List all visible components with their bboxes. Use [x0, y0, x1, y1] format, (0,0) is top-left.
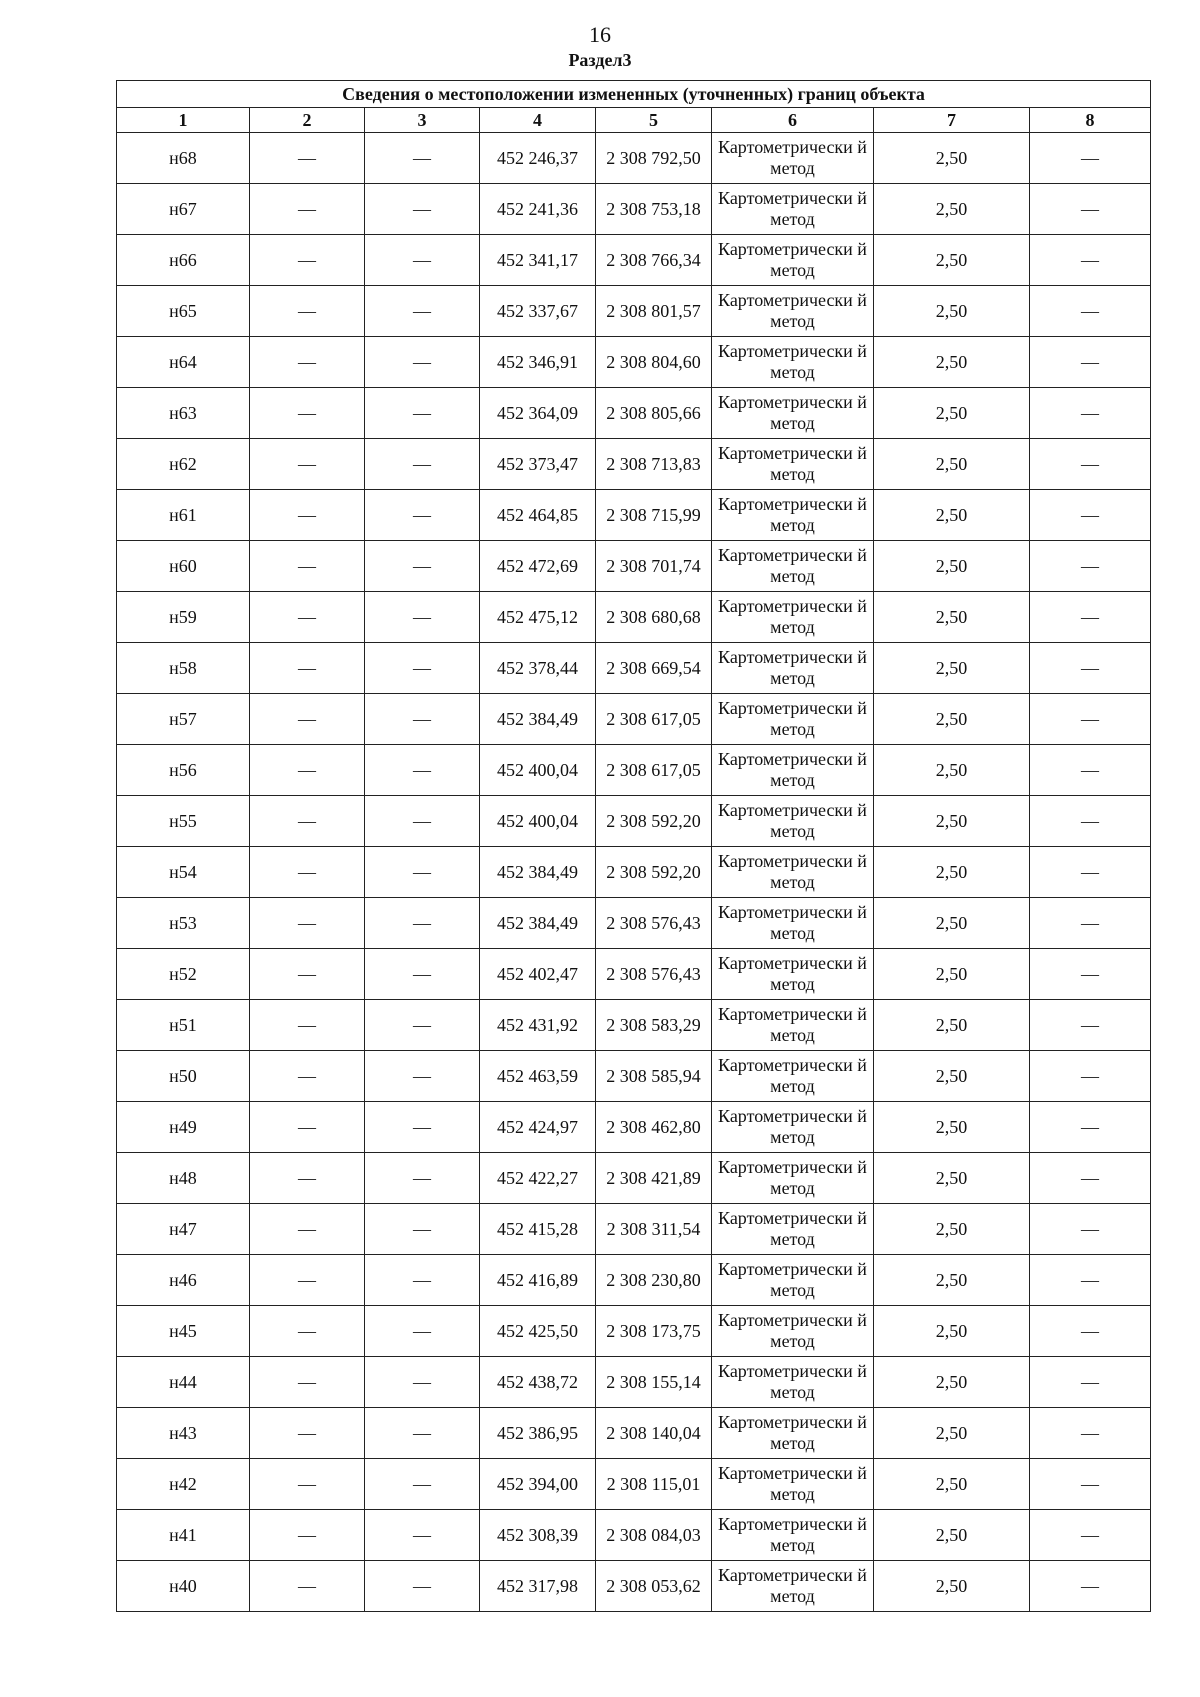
accuracy-cell: 2,50: [874, 541, 1030, 592]
accuracy-cell: 2,50: [874, 592, 1030, 643]
column-number-3: 3: [365, 108, 480, 133]
column-8-cell: —: [1030, 337, 1151, 388]
column-8-cell: —: [1030, 1153, 1151, 1204]
point-number-cell: н65: [117, 286, 250, 337]
column-8-cell: —: [1030, 439, 1151, 490]
column-8-cell: —: [1030, 1204, 1151, 1255]
y-coordinate-cell: 2 308 805,66: [596, 388, 712, 439]
y-coordinate-cell: 2 308 311,54: [596, 1204, 712, 1255]
column-number-2: 2: [250, 108, 365, 133]
x-coordinate-cell: 452 400,04: [480, 745, 596, 796]
column-8-cell: —: [1030, 898, 1151, 949]
y-coordinate-cell: 2 308 792,50: [596, 133, 712, 184]
column-2-cell: —: [250, 1000, 365, 1051]
column-3-cell: —: [365, 439, 480, 490]
y-coordinate-cell: 2 308 617,05: [596, 745, 712, 796]
x-coordinate-cell: 452 373,47: [480, 439, 596, 490]
method-cell: Картометрически й метод: [712, 1306, 874, 1357]
y-coordinate-cell: 2 308 592,20: [596, 847, 712, 898]
column-3-cell: —: [365, 1051, 480, 1102]
column-2-cell: —: [250, 541, 365, 592]
table-body: [117, 133, 1151, 1612]
accuracy-cell: 2,50: [874, 949, 1030, 1000]
method-cell: Картометрически й метод: [712, 643, 874, 694]
point-number-cell: н49: [117, 1102, 250, 1153]
point-number-cell: н51: [117, 1000, 250, 1051]
point-number-cell: н42: [117, 1459, 250, 1510]
column-number-1: 1: [117, 108, 250, 133]
point-number-cell: н63: [117, 388, 250, 439]
y-coordinate-cell: 2 308 801,57: [596, 286, 712, 337]
accuracy-cell: 2,50: [874, 1000, 1030, 1051]
column-3-cell: —: [365, 1510, 480, 1561]
column-3-cell: —: [365, 1408, 480, 1459]
table-row: [117, 745, 1151, 796]
column-8-cell: —: [1030, 847, 1151, 898]
section-title: Раздел3: [568, 50, 632, 70]
column-number-8: 8: [1030, 108, 1151, 133]
column-2-cell: —: [250, 490, 365, 541]
x-coordinate-cell: 452 415,28: [480, 1204, 596, 1255]
method-cell: Картометрически й метод: [712, 592, 874, 643]
accuracy-cell: 2,50: [874, 694, 1030, 745]
y-coordinate-cell: 2 308 155,14: [596, 1357, 712, 1408]
method-cell: Картометрически й метод: [712, 337, 874, 388]
column-number-row: [117, 108, 1151, 133]
y-coordinate-cell: 2 308 713,83: [596, 439, 712, 490]
x-coordinate-cell: 452 422,27: [480, 1153, 596, 1204]
column-2-cell: —: [250, 1051, 365, 1102]
point-number-cell: н68: [117, 133, 250, 184]
accuracy-cell: 2,50: [874, 286, 1030, 337]
column-2-cell: —: [250, 235, 365, 286]
x-coordinate-cell: 452 400,04: [480, 796, 596, 847]
table-row: [117, 337, 1151, 388]
y-coordinate-cell: 2 308 701,74: [596, 541, 712, 592]
x-coordinate-cell: 452 425,50: [480, 1306, 596, 1357]
y-coordinate-cell: 2 308 804,60: [596, 337, 712, 388]
table-row: [117, 1561, 1151, 1612]
y-coordinate-cell: 2 308 766,34: [596, 235, 712, 286]
column-2-cell: —: [250, 898, 365, 949]
column-2-cell: —: [250, 1204, 365, 1255]
column-2-cell: —: [250, 388, 365, 439]
y-coordinate-cell: 2 308 576,43: [596, 898, 712, 949]
column-8-cell: —: [1030, 1510, 1151, 1561]
column-3-cell: —: [365, 1561, 480, 1612]
column-3-cell: —: [365, 184, 480, 235]
method-cell: Картометрически й метод: [712, 745, 874, 796]
accuracy-cell: 2,50: [874, 1357, 1030, 1408]
column-number-7: 7: [874, 108, 1030, 133]
table-row: [117, 643, 1151, 694]
column-8-cell: —: [1030, 796, 1151, 847]
column-3-cell: —: [365, 541, 480, 592]
accuracy-cell: 2,50: [874, 1510, 1030, 1561]
column-8-cell: —: [1030, 235, 1151, 286]
method-cell: Картометрически й метод: [712, 1255, 874, 1306]
table-row: [117, 541, 1151, 592]
point-number-cell: н44: [117, 1357, 250, 1408]
table-row: [117, 1306, 1151, 1357]
column-3-cell: —: [365, 1000, 480, 1051]
accuracy-cell: 2,50: [874, 1408, 1030, 1459]
column-8-cell: —: [1030, 1255, 1151, 1306]
column-3-cell: —: [365, 1153, 480, 1204]
method-cell: Картометрически й метод: [712, 541, 874, 592]
column-2-cell: —: [250, 133, 365, 184]
x-coordinate-cell: 452 464,85: [480, 490, 596, 541]
y-coordinate-cell: 2 308 173,75: [596, 1306, 712, 1357]
method-cell: Картометрически й метод: [712, 388, 874, 439]
point-number-cell: н60: [117, 541, 250, 592]
table-row: [117, 235, 1151, 286]
y-coordinate-cell: 2 308 084,03: [596, 1510, 712, 1561]
x-coordinate-cell: 452 386,95: [480, 1408, 596, 1459]
boundary-coordinates-table: [116, 80, 1151, 1612]
column-3-cell: —: [365, 337, 480, 388]
x-coordinate-cell: 452 463,59: [480, 1051, 596, 1102]
point-number-cell: н62: [117, 439, 250, 490]
method-cell: Картометрически й метод: [712, 1408, 874, 1459]
point-number-cell: н47: [117, 1204, 250, 1255]
column-number-5: 5: [596, 108, 712, 133]
column-3-cell: —: [365, 490, 480, 541]
table-row: [117, 184, 1151, 235]
accuracy-cell: 2,50: [874, 337, 1030, 388]
y-coordinate-cell: 2 308 576,43: [596, 949, 712, 1000]
x-coordinate-cell: 452 246,37: [480, 133, 596, 184]
y-coordinate-cell: 2 308 140,04: [596, 1408, 712, 1459]
accuracy-cell: 2,50: [874, 796, 1030, 847]
column-2-cell: —: [250, 1102, 365, 1153]
method-cell: Картометрически й метод: [712, 235, 874, 286]
column-3-cell: —: [365, 235, 480, 286]
method-cell: Картометрически й метод: [712, 1459, 874, 1510]
column-2-cell: —: [250, 949, 365, 1000]
x-coordinate-cell: 452 384,49: [480, 898, 596, 949]
column-8-cell: —: [1030, 745, 1151, 796]
y-coordinate-cell: 2 308 617,05: [596, 694, 712, 745]
point-number-cell: н66: [117, 235, 250, 286]
column-3-cell: —: [365, 949, 480, 1000]
x-coordinate-cell: 452 378,44: [480, 643, 596, 694]
column-2-cell: —: [250, 1153, 365, 1204]
y-coordinate-cell: 2 308 053,62: [596, 1561, 712, 1612]
table-row: [117, 1357, 1151, 1408]
column-8-cell: —: [1030, 184, 1151, 235]
table-row: [117, 1408, 1151, 1459]
table-row: [117, 1153, 1151, 1204]
method-cell: Картометрически й метод: [712, 133, 874, 184]
x-coordinate-cell: 452 384,49: [480, 847, 596, 898]
accuracy-cell: 2,50: [874, 1102, 1030, 1153]
column-8-cell: —: [1030, 1357, 1151, 1408]
x-coordinate-cell: 452 317,98: [480, 1561, 596, 1612]
method-cell: Картометрически й метод: [712, 184, 874, 235]
accuracy-cell: 2,50: [874, 898, 1030, 949]
column-number-6: 6: [712, 108, 874, 133]
column-2-cell: —: [250, 694, 365, 745]
point-number-cell: н58: [117, 643, 250, 694]
method-cell: Картометрически й метод: [712, 1000, 874, 1051]
table-row: [117, 133, 1151, 184]
column-3-cell: —: [365, 694, 480, 745]
accuracy-cell: 2,50: [874, 439, 1030, 490]
table-row: [117, 1102, 1151, 1153]
table-row: [117, 1204, 1151, 1255]
method-cell: Картометрически й метод: [712, 1204, 874, 1255]
table-row: [117, 1000, 1151, 1051]
column-8-cell: —: [1030, 1459, 1151, 1510]
method-cell: Картометрически й метод: [712, 1051, 874, 1102]
accuracy-cell: 2,50: [874, 184, 1030, 235]
table-row: [117, 796, 1151, 847]
point-number-cell: н59: [117, 592, 250, 643]
accuracy-cell: 2,50: [874, 847, 1030, 898]
x-coordinate-cell: 452 431,92: [480, 1000, 596, 1051]
table-row: [117, 898, 1151, 949]
point-number-cell: н43: [117, 1408, 250, 1459]
column-3-cell: —: [365, 796, 480, 847]
method-cell: Картометрически й метод: [712, 286, 874, 337]
page-number: 16: [589, 22, 611, 47]
point-number-cell: н55: [117, 796, 250, 847]
column-2-cell: —: [250, 184, 365, 235]
method-cell: Картометрически й метод: [712, 1102, 874, 1153]
column-2-cell: —: [250, 1561, 365, 1612]
y-coordinate-cell: 2 308 230,80: [596, 1255, 712, 1306]
table-row: [117, 388, 1151, 439]
column-2-cell: —: [250, 1255, 365, 1306]
method-cell: Картометрически й метод: [712, 694, 874, 745]
accuracy-cell: 2,50: [874, 133, 1030, 184]
point-number-cell: н56: [117, 745, 250, 796]
column-8-cell: —: [1030, 286, 1151, 337]
method-cell: Картометрически й метод: [712, 1561, 874, 1612]
method-cell: Картометрически й метод: [712, 1153, 874, 1204]
accuracy-cell: 2,50: [874, 1204, 1030, 1255]
accuracy-cell: 2,50: [874, 1255, 1030, 1306]
x-coordinate-cell: 452 384,49: [480, 694, 596, 745]
point-number-cell: н46: [117, 1255, 250, 1306]
column-3-cell: —: [365, 133, 480, 184]
accuracy-cell: 2,50: [874, 388, 1030, 439]
x-coordinate-cell: 452 308,39: [480, 1510, 596, 1561]
table-row: [117, 439, 1151, 490]
column-3-cell: —: [365, 1102, 480, 1153]
column-2-cell: —: [250, 1459, 365, 1510]
column-2-cell: —: [250, 847, 365, 898]
column-2-cell: —: [250, 286, 365, 337]
point-number-cell: н52: [117, 949, 250, 1000]
column-3-cell: —: [365, 1255, 480, 1306]
x-coordinate-cell: 452 341,17: [480, 235, 596, 286]
column-2-cell: —: [250, 643, 365, 694]
point-number-cell: н48: [117, 1153, 250, 1204]
column-3-cell: —: [365, 1357, 480, 1408]
x-coordinate-cell: 452 364,09: [480, 388, 596, 439]
x-coordinate-cell: 452 438,72: [480, 1357, 596, 1408]
point-number-cell: н40: [117, 1561, 250, 1612]
point-number-cell: н57: [117, 694, 250, 745]
accuracy-cell: 2,50: [874, 235, 1030, 286]
method-cell: Картометрически й метод: [712, 847, 874, 898]
y-coordinate-cell: 2 308 715,99: [596, 490, 712, 541]
column-2-cell: —: [250, 796, 365, 847]
point-number-cell: н50: [117, 1051, 250, 1102]
y-coordinate-cell: 2 308 421,89: [596, 1153, 712, 1204]
column-8-cell: —: [1030, 1102, 1151, 1153]
point-number-cell: н41: [117, 1510, 250, 1561]
column-8-cell: —: [1030, 1306, 1151, 1357]
column-8-cell: —: [1030, 643, 1151, 694]
x-coordinate-cell: 452 402,47: [480, 949, 596, 1000]
column-2-cell: —: [250, 1510, 365, 1561]
column-2-cell: —: [250, 337, 365, 388]
x-coordinate-cell: 452 472,69: [480, 541, 596, 592]
point-number-cell: н54: [117, 847, 250, 898]
accuracy-cell: 2,50: [874, 643, 1030, 694]
x-coordinate-cell: 452 424,97: [480, 1102, 596, 1153]
column-3-cell: —: [365, 847, 480, 898]
accuracy-cell: 2,50: [874, 1306, 1030, 1357]
column-8-cell: —: [1030, 694, 1151, 745]
column-3-cell: —: [365, 286, 480, 337]
y-coordinate-cell: 2 308 115,01: [596, 1459, 712, 1510]
table-caption: Сведения о местоположении измененных (уточненных) границ объекта: [117, 81, 1151, 108]
accuracy-cell: 2,50: [874, 1153, 1030, 1204]
method-cell: Картометрически й метод: [712, 796, 874, 847]
y-coordinate-cell: 2 308 462,80: [596, 1102, 712, 1153]
column-number-4: 4: [480, 108, 596, 133]
table-row: [117, 949, 1151, 1000]
column-8-cell: —: [1030, 388, 1151, 439]
x-coordinate-cell: 452 416,89: [480, 1255, 596, 1306]
column-8-cell: —: [1030, 1051, 1151, 1102]
column-2-cell: —: [250, 439, 365, 490]
accuracy-cell: 2,50: [874, 1561, 1030, 1612]
column-3-cell: —: [365, 643, 480, 694]
column-3-cell: —: [365, 1306, 480, 1357]
y-coordinate-cell: 2 308 583,29: [596, 1000, 712, 1051]
column-8-cell: —: [1030, 133, 1151, 184]
column-2-cell: —: [250, 745, 365, 796]
column-8-cell: —: [1030, 1000, 1151, 1051]
x-coordinate-cell: 452 241,36: [480, 184, 596, 235]
column-2-cell: —: [250, 1408, 365, 1459]
column-3-cell: —: [365, 1204, 480, 1255]
method-cell: Картометрически й метод: [712, 490, 874, 541]
column-3-cell: —: [365, 388, 480, 439]
method-cell: Картометрически й метод: [712, 1510, 874, 1561]
x-coordinate-cell: 452 394,00: [480, 1459, 596, 1510]
table-row: [117, 592, 1151, 643]
column-2-cell: —: [250, 1357, 365, 1408]
x-coordinate-cell: 452 475,12: [480, 592, 596, 643]
column-3-cell: —: [365, 745, 480, 796]
column-3-cell: —: [365, 1459, 480, 1510]
method-cell: Картометрически й метод: [712, 898, 874, 949]
method-cell: Картометрически й метод: [712, 1357, 874, 1408]
x-coordinate-cell: 452 346,91: [480, 337, 596, 388]
column-3-cell: —: [365, 898, 480, 949]
accuracy-cell: 2,50: [874, 490, 1030, 541]
y-coordinate-cell: 2 308 585,94: [596, 1051, 712, 1102]
x-coordinate-cell: 452 337,67: [480, 286, 596, 337]
y-coordinate-cell: 2 308 592,20: [596, 796, 712, 847]
accuracy-cell: 2,50: [874, 745, 1030, 796]
table-row: [117, 1255, 1151, 1306]
method-cell: Картометрически й метод: [712, 949, 874, 1000]
point-number-cell: н61: [117, 490, 250, 541]
column-8-cell: —: [1030, 1561, 1151, 1612]
table-row: [117, 847, 1151, 898]
column-8-cell: —: [1030, 541, 1151, 592]
column-8-cell: —: [1030, 949, 1151, 1000]
column-8-cell: —: [1030, 1408, 1151, 1459]
y-coordinate-cell: 2 308 669,54: [596, 643, 712, 694]
table-row: [117, 1051, 1151, 1102]
table-row: [117, 286, 1151, 337]
y-coordinate-cell: 2 308 753,18: [596, 184, 712, 235]
table-row: [117, 1510, 1151, 1561]
accuracy-cell: 2,50: [874, 1459, 1030, 1510]
column-8-cell: —: [1030, 490, 1151, 541]
column-2-cell: —: [250, 1306, 365, 1357]
table-row: [117, 490, 1151, 541]
point-number-cell: н53: [117, 898, 250, 949]
column-8-cell: —: [1030, 592, 1151, 643]
y-coordinate-cell: 2 308 680,68: [596, 592, 712, 643]
point-number-cell: н67: [117, 184, 250, 235]
point-number-cell: н45: [117, 1306, 250, 1357]
accuracy-cell: 2,50: [874, 1051, 1030, 1102]
method-cell: Картометрически й метод: [712, 439, 874, 490]
table-row: [117, 1459, 1151, 1510]
column-3-cell: —: [365, 592, 480, 643]
table-row: [117, 694, 1151, 745]
column-2-cell: —: [250, 592, 365, 643]
point-number-cell: н64: [117, 337, 250, 388]
